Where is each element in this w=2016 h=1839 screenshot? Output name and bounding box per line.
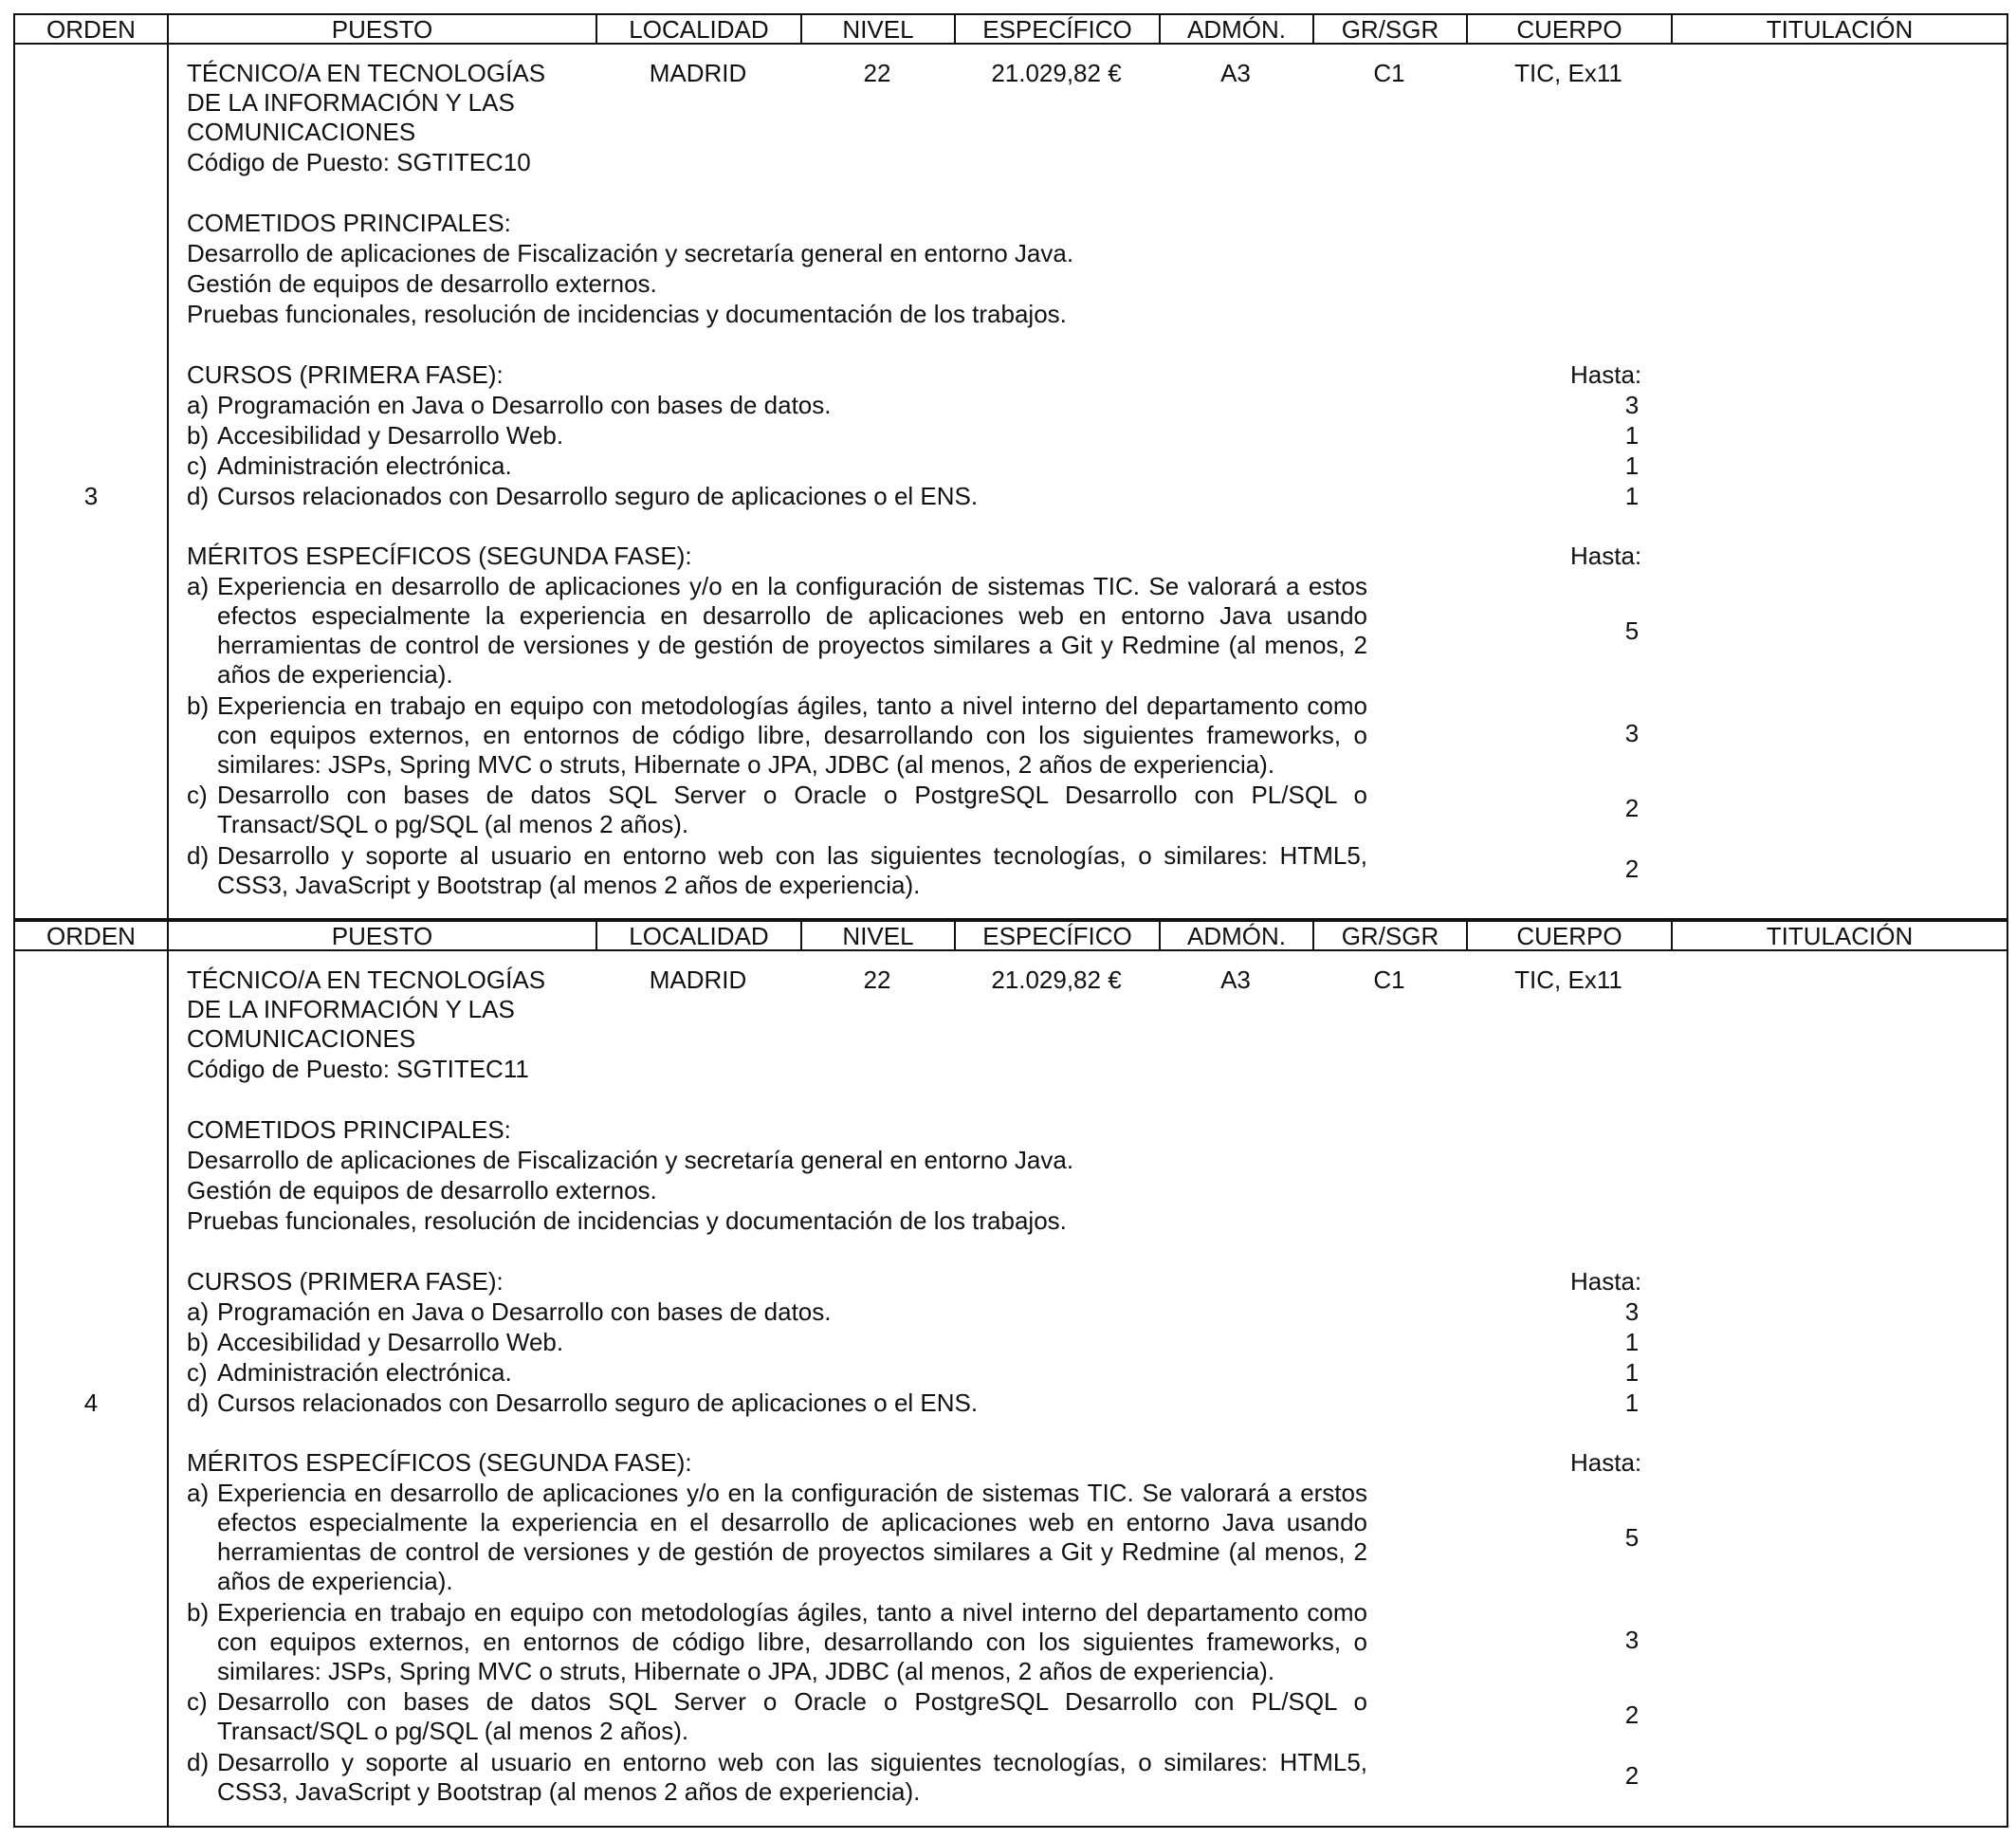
cursos-title: CURSOS (PRIMERA FASE): xyxy=(187,1267,504,1296)
curso-item xyxy=(187,482,1367,511)
merito-points: 2 xyxy=(1624,1761,1640,1790)
merito-item xyxy=(187,691,1367,780)
item-label: a) xyxy=(187,391,210,419)
item-text: Administración electrónica. xyxy=(217,1358,512,1387)
curso-item xyxy=(187,1328,1367,1357)
codigo-puesto: Código de Puesto: SGTITEC10 xyxy=(187,148,531,176)
header-localidad: LOCALIDAD xyxy=(596,15,800,43)
item-text: Administración electrónica. xyxy=(217,451,512,480)
column-divider xyxy=(167,43,169,918)
header-gr-sgr: GR/SGR xyxy=(1312,15,1466,43)
header-cuerpo: CUERPO xyxy=(1466,15,1671,43)
item-text: Experiencia en trabajo en equipo con metodologías ágiles, tanto a nivel interno del departamento como con equipos externos, en entornos de código libre, desarrollando con los siguientes frameworks, o similares: JSPs, Spring MVC o struts, Hibernate o JPA, JDBC (al menos, 2 años de experiencia). xyxy=(217,1598,1367,1685)
header-nivel: NIVEL xyxy=(800,922,954,949)
curso-points: 3 xyxy=(1624,1297,1640,1326)
localidad-value: MADRID xyxy=(649,965,747,994)
header-orden: ORDEN xyxy=(46,15,136,44)
header-localidad: LOCALIDAD xyxy=(596,922,800,949)
item-text: Accesibilidad y Desarrollo Web. xyxy=(217,421,564,450)
table-header xyxy=(13,13,2008,45)
item-text: Experiencia en desarrollo de aplicaciones y/o en la configuración de sistemas TIC. Se valorará a erstos efectos especialmente la experiencia en el desarrollo de aplicaciones web en entorno Java usando herramientas de control de versiones y de gestión de proyectos similares a Git y Redmine (al menos, 2 años de experiencia). xyxy=(217,1479,1367,1595)
cometido-item: Pruebas funcionales, resolución de incidencias y documentación de los trabajos. xyxy=(187,300,1067,328)
item-text: Desarrollo y soporte al usuario en entorno web con las siguientes tecnologías, o similares: HTML5, CSS3, JavaScript y Bootstrap (al menos 2 años de experiencia). xyxy=(217,1748,1367,1806)
gr-sgr-value: C1 xyxy=(1373,965,1405,994)
puesto-title-line: DE LA INFORMACIÓN Y LAS xyxy=(187,88,515,117)
codigo-puesto: Código de Puesto: SGTITEC11 xyxy=(187,1055,529,1083)
orden-value: 3 xyxy=(83,482,99,510)
cometido-item: Gestión de equipos de desarrollo externos. xyxy=(187,1176,657,1205)
item-label: a) xyxy=(187,572,210,600)
meritos-title: MÉRITOS ESPECÍFICOS (SEGUNDA FASE): xyxy=(187,1448,692,1477)
item-text: Experiencia en trabajo en equipo con metodologías ágiles, tanto a nivel interno del departamento como con equipos externos, en entornos de código libre, desarrollando con los siguientes frameworks, o similares: JSPs, Spring MVC o struts, Hibernate o JPA, JDBC (al menos, 2 años de experiencia). xyxy=(217,691,1367,779)
position-block-4 xyxy=(13,920,2008,1828)
meritos-hasta: Hasta: xyxy=(1570,1448,1642,1477)
cursos-title: CURSOS (PRIMERA FASE): xyxy=(187,360,504,389)
item-text: Cursos relacionados con Desarrollo seguro de aplicaciones o el ENS. xyxy=(217,1388,979,1417)
curso-item xyxy=(187,1358,1367,1388)
position-body xyxy=(13,43,2008,920)
merito-points: 2 xyxy=(1624,794,1640,822)
item-label: d) xyxy=(187,1388,210,1417)
item-label: a) xyxy=(187,1479,210,1507)
curso-points: 1 xyxy=(1624,1328,1640,1356)
curso-item xyxy=(187,1297,1367,1327)
merito-points: 2 xyxy=(1624,1701,1640,1729)
curso-item xyxy=(187,391,1367,420)
table-header xyxy=(13,920,2008,951)
admon-value: A3 xyxy=(1220,59,1251,87)
item-label: b) xyxy=(187,691,210,720)
localidad-value: MADRID xyxy=(649,59,747,87)
curso-points: 1 xyxy=(1624,451,1640,480)
header-admon: ADMÓN. xyxy=(1159,922,1312,949)
header-cuerpo: CUERPO xyxy=(1466,922,1671,949)
header-admon: ADMÓN. xyxy=(1159,15,1312,43)
cursos-hasta: Hasta: xyxy=(1570,360,1642,389)
especifico-value: 21.029,82 € xyxy=(991,965,1122,994)
item-text: Programación en Java o Desarrollo con bases de datos. xyxy=(217,1297,832,1326)
orden-value: 4 xyxy=(83,1388,99,1417)
cometido-item: Desarrollo de aplicaciones de Fiscalización y secretaría general en entorno Java. xyxy=(187,1146,1074,1174)
header-puesto: PUESTO xyxy=(167,15,596,43)
header-especifico: ESPECÍFICO xyxy=(954,922,1159,949)
meritos-hasta: Hasta: xyxy=(1570,542,1642,570)
puesto-title-line: COMUNICACIONES xyxy=(187,118,416,146)
item-label: b) xyxy=(187,1598,210,1627)
position-block-3 xyxy=(13,13,2008,920)
cuerpo-value: TIC, Ex11 xyxy=(1514,965,1622,994)
puesto-title-line: DE LA INFORMACIÓN Y LAS xyxy=(187,995,515,1023)
item-label: b) xyxy=(187,1328,210,1356)
meritos-title: MÉRITOS ESPECÍFICOS (SEGUNDA FASE): xyxy=(187,542,692,570)
admon-value: A3 xyxy=(1220,965,1251,994)
curso-points: 1 xyxy=(1624,1388,1640,1417)
merito-item xyxy=(187,1687,1367,1746)
merito-item xyxy=(187,1748,1367,1807)
merito-item xyxy=(187,572,1367,690)
item-text: Desarrollo con bases de datos SQL Server o Oracle o PostgreSQL Desarrollo con PL/SQL o Transact/SQL o pg/SQL (al menos 2 años). xyxy=(217,781,1367,838)
cometido-item: Gestión de equipos de desarrollo externos. xyxy=(187,269,657,298)
item-text: Desarrollo con bases de datos SQL Server o Oracle o PostgreSQL Desarrollo con PL/SQL o Transact/SQL o pg/SQL (al menos 2 años). xyxy=(217,1687,1367,1745)
cometidos-title: COMETIDOS PRINCIPALES: xyxy=(187,1115,511,1144)
header-puesto: PUESTO xyxy=(167,922,596,949)
cometido-item: Desarrollo de aplicaciones de Fiscalización y secretaría general en entorno Java. xyxy=(187,239,1074,267)
header-orden: ORDEN xyxy=(46,922,136,950)
merito-item xyxy=(187,781,1367,839)
header-titulacion: TITULACIÓN xyxy=(1671,15,2007,43)
curso-item xyxy=(187,1388,1367,1418)
item-label: d) xyxy=(187,1748,210,1776)
curso-points: 3 xyxy=(1624,391,1640,419)
merito-item xyxy=(187,1598,1367,1686)
cuerpo-value: TIC, Ex11 xyxy=(1514,59,1622,87)
header-titulacion: TITULACIÓN xyxy=(1671,922,2007,949)
merito-points: 5 xyxy=(1624,616,1640,645)
curso-points: 1 xyxy=(1624,482,1640,510)
curso-points: 1 xyxy=(1624,1358,1640,1387)
curso-item xyxy=(187,421,1367,451)
especifico-value: 21.029,82 € xyxy=(991,59,1122,87)
curso-points: 1 xyxy=(1624,421,1640,450)
item-text: Programación en Java o Desarrollo con bases de datos. xyxy=(217,391,832,419)
header-nivel: NIVEL xyxy=(800,15,954,43)
nivel-value: 22 xyxy=(863,965,891,994)
merito-points: 3 xyxy=(1624,1626,1640,1654)
item-text: Cursos relacionados con Desarrollo seguro de aplicaciones o el ENS. xyxy=(217,482,979,510)
item-text: Accesibilidad y Desarrollo Web. xyxy=(217,1328,564,1356)
item-label: c) xyxy=(187,451,208,480)
item-label: d) xyxy=(187,841,210,870)
cometido-item: Pruebas funcionales, resolución de incidencias y documentación de los trabajos. xyxy=(187,1206,1067,1235)
item-label: b) xyxy=(187,421,210,450)
puesto-title-line: TÉCNICO/A EN TECNOLOGÍAS xyxy=(187,965,546,994)
item-text: Experiencia en desarrollo de aplicaciones y/o en la configuración de sistemas TIC. Se valorará a estos efectos especialmente la experiencia en desarrollo de aplicaciones web en entorno Java usando herramientas de control de versiones y de gestión de proyectos similares a Git y Redmine (al menos, 2 años de experiencia). xyxy=(217,572,1367,689)
position-body xyxy=(13,949,2008,1828)
item-label: c) xyxy=(187,781,208,809)
column-divider xyxy=(167,949,169,1826)
header-especifico: ESPECÍFICO xyxy=(954,15,1159,43)
cometidos-title: COMETIDOS PRINCIPALES: xyxy=(187,209,511,237)
cursos-hasta: Hasta: xyxy=(1570,1267,1642,1296)
item-label: d) xyxy=(187,482,210,510)
item-label: a) xyxy=(187,1297,210,1326)
merito-item xyxy=(187,841,1367,900)
merito-item xyxy=(187,1479,1367,1596)
item-text: Desarrollo y soporte al usuario en entorno web con las siguientes tecnologías, o similares: HTML5, CSS3, JavaScript y Bootstrap (al menos 2 años de experiencia). xyxy=(217,841,1367,899)
header-gr-sgr: GR/SGR xyxy=(1312,922,1466,949)
curso-item xyxy=(187,451,1367,481)
nivel-value: 22 xyxy=(863,59,891,87)
merito-points: 5 xyxy=(1624,1523,1640,1552)
puesto-title-line: COMUNICACIONES xyxy=(187,1024,416,1053)
merito-points: 3 xyxy=(1624,719,1640,747)
merito-points: 2 xyxy=(1624,855,1640,883)
item-label: c) xyxy=(187,1687,208,1716)
gr-sgr-value: C1 xyxy=(1373,59,1405,87)
puesto-title-line: TÉCNICO/A EN TECNOLOGÍAS xyxy=(187,59,546,87)
item-label: c) xyxy=(187,1358,208,1387)
